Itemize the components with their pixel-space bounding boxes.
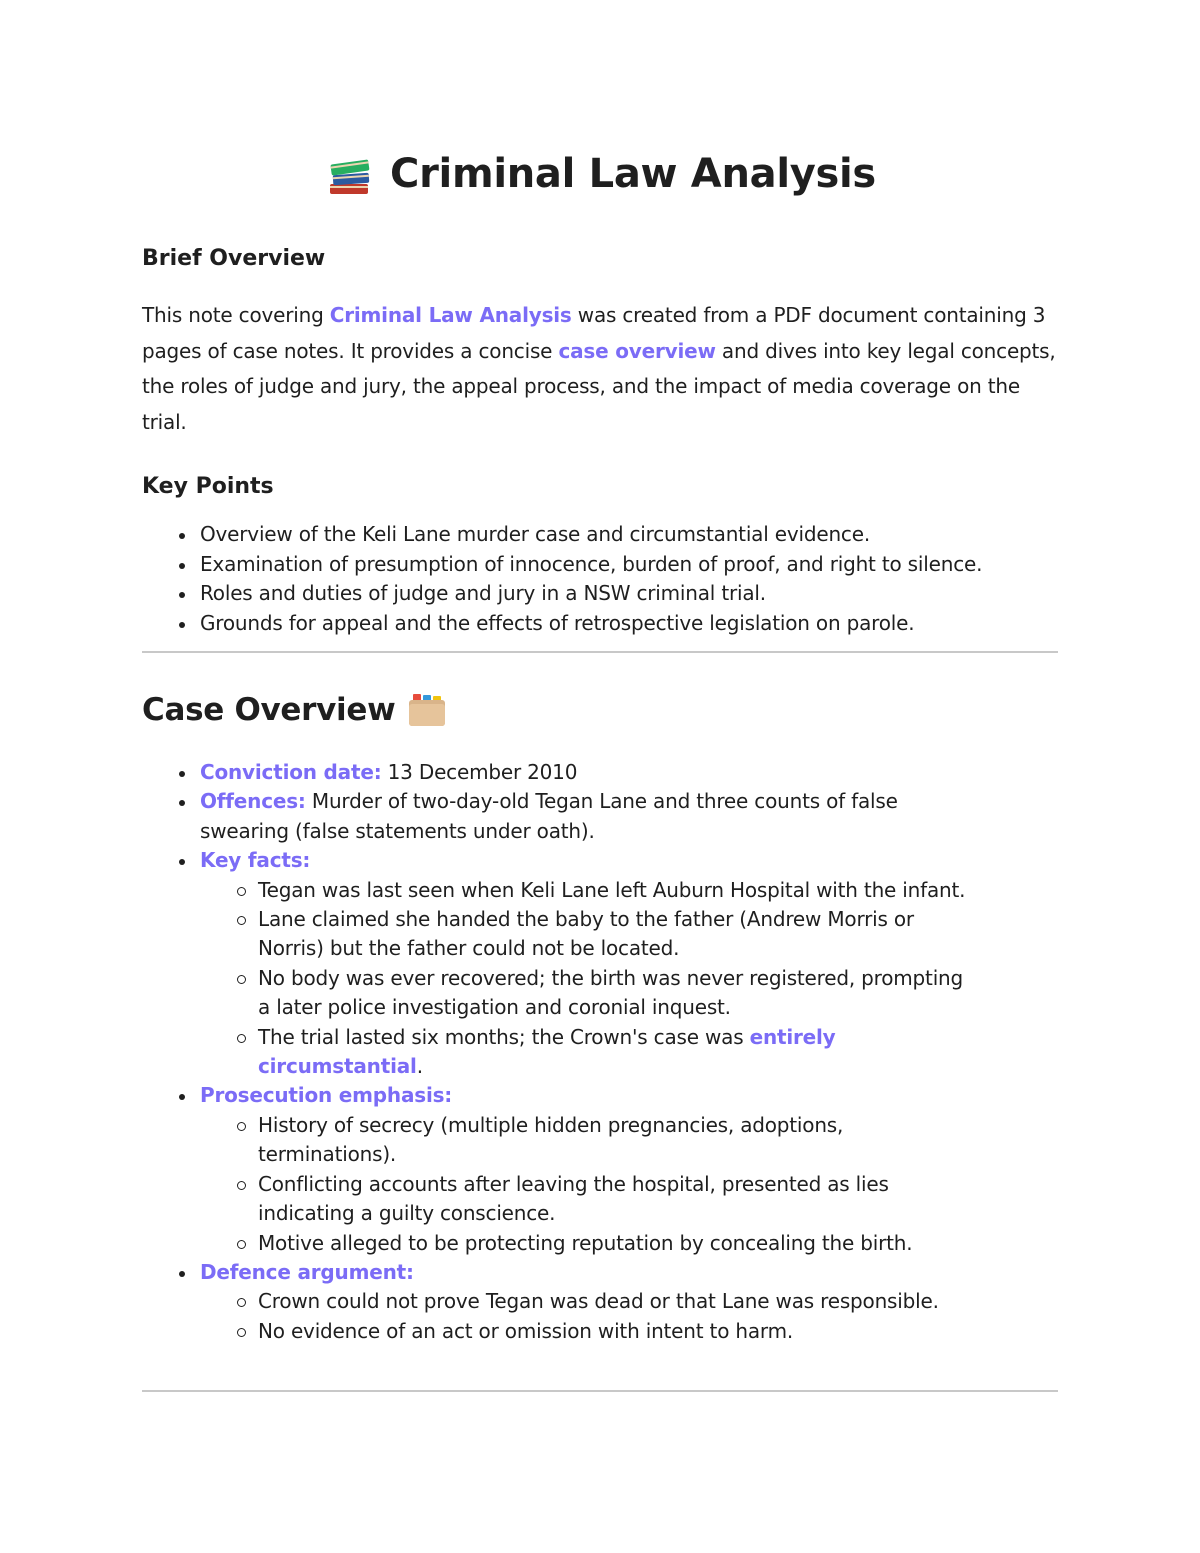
- list-item: Tegan was last seen when Keli Lane left Auburn Hospital with the infant.: [200, 876, 980, 905]
- conviction-date-value: 13 December 2010: [381, 760, 578, 784]
- offences-item: [142, 787, 1058, 846]
- case-overview-link[interactable]: case overview: [558, 338, 716, 363]
- list-item: Crown could not prove Tegan was dead or that Lane was responsible.: [200, 1287, 980, 1316]
- section-divider: [142, 651, 1058, 653]
- list-item: No evidence of an act or omission with intent to harm.: [200, 1317, 980, 1346]
- prosecution-label[interactable]: Prosecution emphasis:: [200, 1083, 453, 1108]
- prosecution-sublist: [200, 1111, 1058, 1258]
- offences-value: Murder of two-day-old Tegan Lane and three counts of false swearing (false statements under oath).: [200, 789, 898, 843]
- defence-item: [142, 1258, 1058, 1346]
- brief-overview-heading: Brief Overview: [142, 246, 326, 271]
- key-facts-item: [142, 846, 1058, 1081]
- list-item: [200, 1023, 980, 1082]
- card-index-dividers-icon: [407, 692, 447, 728]
- list-item: Roles and duties of judge and jury in a NSW criminal trial.: [142, 579, 1058, 609]
- intro-text-3: and dives into key legal concepts, the roles of judge and jury, the appeal process, and the impact of media coverage on the trial.: [142, 338, 1056, 434]
- key-fact-4-text: The trial lasted six months; the Crown's case was: [258, 1024, 750, 1049]
- list-item: No body was ever recovered; the birth was never registered, prompting a later police investigation and coronial inquest.: [200, 964, 980, 1023]
- case-overview-heading-row: [142, 692, 447, 728]
- books-icon: [324, 148, 376, 200]
- list-item: Motive alleged to be protecting reputation by concealing the birth.: [200, 1229, 980, 1258]
- brief-overview-text: [142, 298, 1058, 440]
- list-item: Conflicting accounts after leaving the hospital, presented as lies indicating a guilty conscience.: [200, 1170, 980, 1229]
- list-item: Lane claimed she handed the baby to the father (Andrew Morris or Norris) but the father could not be located.: [200, 905, 980, 964]
- intro-text-2: was created from a PDF document containing 3 pages of case notes. It provides a concise: [142, 303, 1046, 363]
- prosecution-item: [142, 1081, 1058, 1257]
- list-item: History of secrecy (multiple hidden pregnancies, adoptions, terminations).: [200, 1111, 980, 1170]
- list-item: Grounds for appeal and the effects of retrospective legislation on parole.: [142, 609, 1058, 639]
- case-overview-heading: Case Overview: [142, 692, 396, 728]
- conviction-date-label[interactable]: Conviction date:: [200, 760, 382, 784]
- list-item: Overview of the Keli Lane murder case and circumstantial evidence.: [142, 520, 1058, 550]
- conviction-date-item: [142, 758, 1058, 787]
- key-fact-4-end: .: [416, 1054, 423, 1079]
- intro-text-1: This note covering: [142, 303, 330, 327]
- section-divider: [142, 1390, 1058, 1392]
- defence-label[interactable]: Defence argument:: [200, 1259, 414, 1284]
- title-row: [142, 148, 1058, 200]
- key-points-list: [142, 520, 1058, 638]
- key-facts-sublist: [200, 876, 1058, 1082]
- key-facts-label[interactable]: Key facts:: [200, 848, 311, 873]
- criminal-law-analysis-link[interactable]: Criminal Law Analysis: [329, 303, 572, 327]
- case-overview-list: [142, 758, 1058, 1346]
- offences-label[interactable]: Offences:: [200, 789, 306, 814]
- entirely-circumstantial-link[interactable]: entirely circumstantial: [258, 1024, 836, 1079]
- key-points-heading: Key Points: [142, 474, 274, 499]
- page-title: Criminal Law Analysis: [390, 151, 876, 197]
- defence-sublist: [200, 1287, 1058, 1346]
- list-item: Examination of presumption of innocence, burden of proof, and right to silence.: [142, 550, 1058, 580]
